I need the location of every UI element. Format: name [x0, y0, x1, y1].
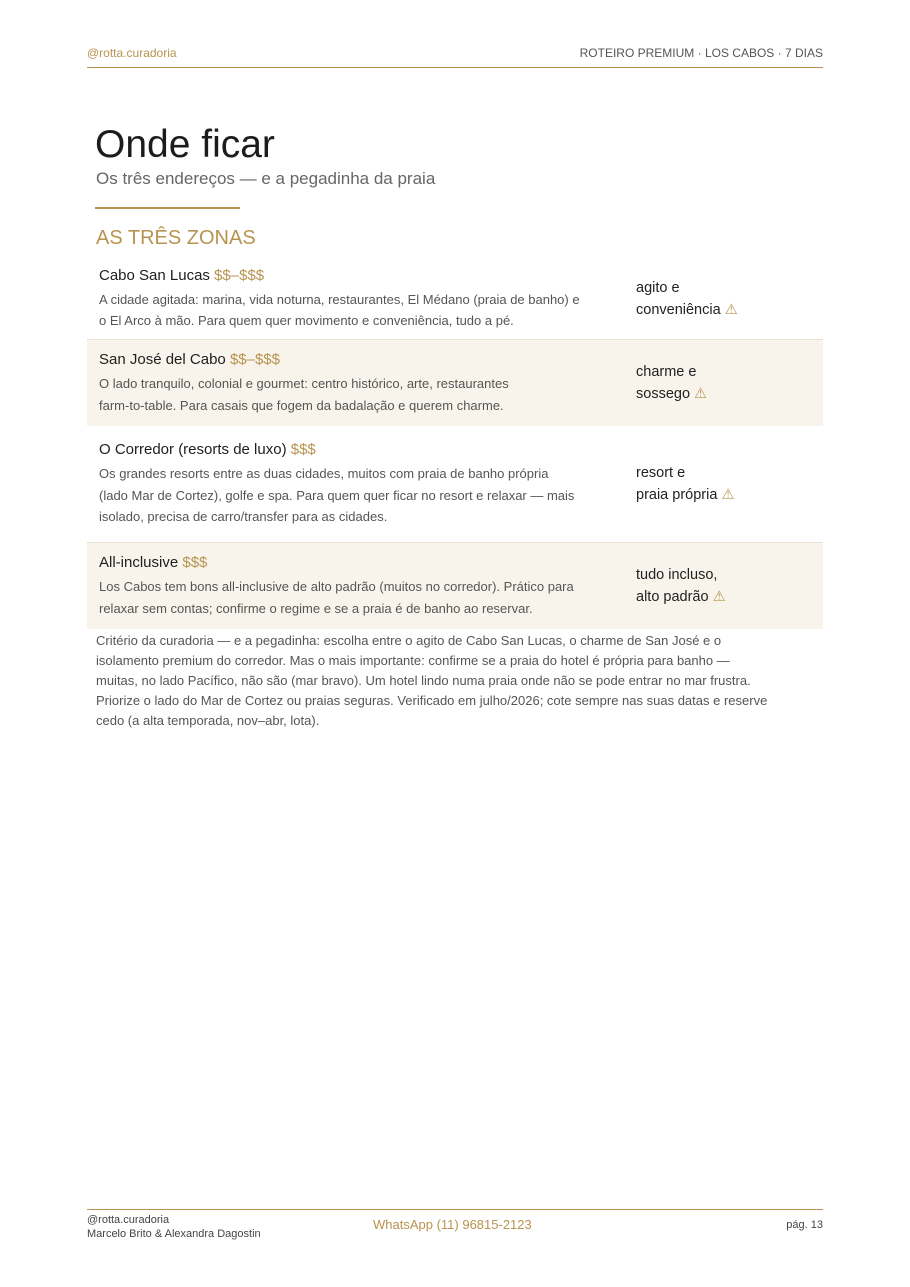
zone-main — [87, 350, 624, 416]
footer-credits — [87, 1213, 261, 1241]
footer-authors: Marcelo Brito & Alexandra Dagostin — [87, 1228, 261, 1240]
zone-tag-line: agito e — [636, 279, 680, 296]
zone-tag-line: alto padrão — [636, 589, 709, 605]
zone-desc-line: (lado Mar de Cortez), golfe e spa. Para quem quer ficar no resort e relaxar — mais — [99, 487, 575, 503]
page-number: pág. 13 — [786, 1219, 823, 1231]
header-doc-title: ROTEIRO PREMIUM · LOS CABOS · 7 DIAS — [579, 46, 823, 60]
warning-icon: ⚠ — [724, 301, 738, 318]
note-line: isolamento premium do corredor. Mas o mais importante: confirme se a praia do hotel é própria para banho — — [96, 653, 730, 668]
zone-desc-line: A cidade agitada: marina, vida noturna, restaurantes, El Médano (praia de banho) e — [99, 291, 580, 307]
zone-price: $$$ — [182, 554, 208, 571]
zone-desc-line: relaxar sem contas; confirme o regime e se a praia é de banho ao reservar. — [99, 600, 533, 616]
zone-tag-line: resort e — [636, 465, 686, 481]
zone-description — [99, 373, 624, 416]
section-title: AS TRÊS ZONAS — [96, 227, 256, 249]
note-line: muitas, no lado Pacífico, não são (mar bravo). Um hotel lindo numa praia onde não se pode entrar no mar frustra. — [96, 673, 751, 688]
zone-corredor — [87, 426, 823, 543]
zone-price: $$–$$$ — [214, 266, 265, 284]
zone-desc-line: Os grandes resorts entre as duas cidades, muitos com praia de banho própria — [99, 466, 549, 482]
zone-name-text: O Corredor (resorts de luxo) — [99, 441, 287, 459]
zone-price: $$$ — [290, 441, 316, 459]
zone-main — [87, 553, 624, 619]
page-title: Onde ficar — [95, 123, 275, 166]
zone-name — [99, 350, 624, 370]
zone-name — [99, 440, 624, 460]
zone-name-text: All-inclusive — [99, 554, 179, 571]
footer-brand: @rotta.curadoria — [87, 1214, 170, 1226]
zone-description — [99, 576, 624, 619]
zone-tag — [636, 462, 734, 506]
warning-icon: ⚠ — [721, 487, 735, 503]
curation-note — [96, 631, 818, 731]
warning-icon: ⚠ — [712, 589, 726, 605]
zone-tag-line: sossego — [636, 386, 691, 402]
zone-desc-line: Los Cabos tem bons all-inclusive de alto padrão (muitos no corredor). Prático para — [99, 579, 574, 594]
zone-name — [99, 553, 624, 573]
zone-description — [99, 463, 624, 528]
zone-tag — [636, 277, 738, 321]
zone-tag-line: conveniência — [636, 301, 721, 318]
zones-list — [87, 258, 823, 629]
zone-name-text: Cabo San Lucas — [99, 266, 210, 284]
title-divider — [95, 207, 240, 209]
page-subtitle: Os três endereços — e a pegadinha da praia — [96, 169, 436, 188]
zone-all-inclusive — [87, 543, 823, 629]
zone-tag — [636, 564, 726, 608]
zone-name — [99, 266, 624, 286]
zone-desc-line: o El Arco à mão. Para quem quer movimento e conveniência, tudo a pé. — [99, 313, 514, 328]
zone-tag-line: tudo incluso, — [636, 567, 718, 583]
zone-desc-line: isolado, precisa de carro/transfer para as cidades. — [99, 509, 388, 525]
zone-description — [99, 289, 624, 332]
header-brand: @rotta.curadoria — [87, 46, 177, 60]
zone-main — [87, 266, 624, 332]
zone-tag-line: charme e — [636, 364, 697, 380]
zone-price: $$–$$$ — [229, 351, 280, 368]
zone-desc-line: O lado tranquilo, colonial e gourmet: centro histórico, arte, restaurantes — [99, 376, 509, 391]
zone-tag — [636, 361, 707, 405]
page-header — [87, 46, 823, 68]
note-line: cedo (a alta temporada, nov–abr, lota). — [96, 713, 320, 728]
zone-main — [87, 440, 624, 528]
note-line: Priorize o lado do Mar de Cortez ou praias seguras. Verificado em julho/2026; cote sempre nas suas datas e reserve — [96, 693, 768, 708]
page-footer — [87, 1209, 823, 1246]
zone-cabo-san-lucas — [87, 258, 823, 340]
note-line: Critério da curadoria — e a pegadinha: escolha entre o agito de Cabo San Lucas, o charme de San José e o — [96, 633, 722, 648]
warning-icon: ⚠ — [694, 386, 708, 402]
zone-san-jose-del-cabo — [87, 340, 823, 426]
zone-name-text: San José del Cabo — [99, 351, 226, 368]
zone-desc-line: farm-to-table. Para casais que fogem da badalação e querem charme. — [99, 397, 504, 413]
zone-tag-line: praia própria — [636, 487, 718, 503]
footer-whatsapp-link[interactable]: WhatsApp (11) 96815-2123 — [373, 1217, 532, 1232]
